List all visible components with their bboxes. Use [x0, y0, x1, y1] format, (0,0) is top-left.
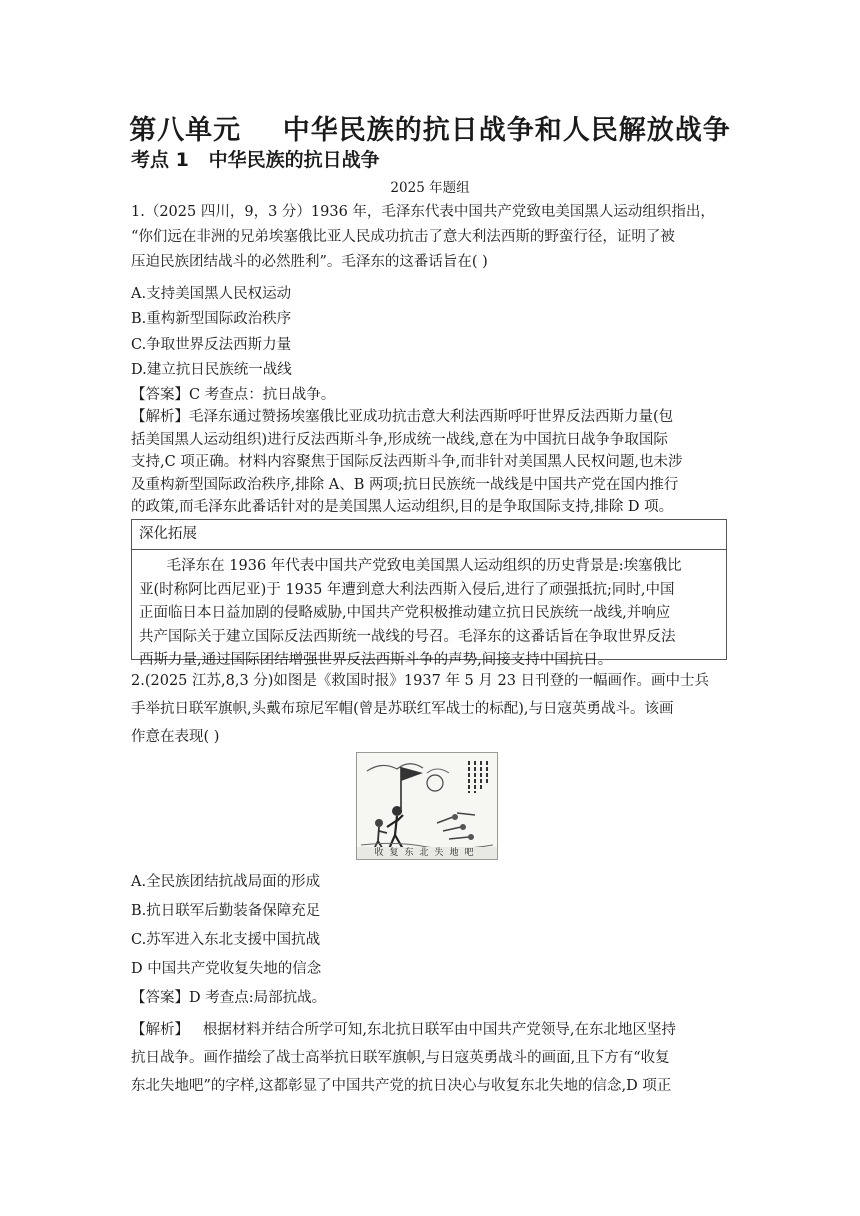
q2-option-b: B.抗日联军后勤装备保障充足	[131, 903, 321, 919]
q1-stem-line: 压迫民族团结战斗的必然胜利”。毛泽东的这番话旨在( )	[131, 254, 488, 270]
q1-option-c: C.争取世界反法西斯力量	[131, 337, 292, 353]
q2-analysis	[131, 1016, 676, 1100]
painting-illustration-icon	[357, 753, 497, 859]
q2-stem-line: 手举抗日联军旗帜,头戴布琼尼军帽(曾是苏联红军战士的标配),与日寇英勇战斗。该画	[131, 701, 674, 717]
q1-stem-line: 1.（2025 四川，9，3 分）1936 年，毛泽东代表中国共产党致电美国黑人运动组织指出，	[131, 204, 715, 220]
unit-title: 第八单元 中华民族的抗日战争和人民解放战争	[129, 115, 731, 146]
q2-stem-line: 作意在表现( )	[131, 729, 220, 745]
figure-caption: 收复东北失地吧	[374, 848, 480, 858]
extension-line: 亚(时称阿比西尼亚)于 1935 年遭到意大利法西斯入侵后,进行了顽强抵抗;同时,中国	[139, 581, 675, 598]
q2-analysis-line: 东北失地吧”的字样,这都彰显了中国共产党的抗日决心与收复东北失地的信念,D 项正	[131, 1078, 672, 1094]
extension-line: 共产国际关于建立国际反法西斯统一战线的号召。毛泽东的这番话旨在争取世界反法	[139, 628, 676, 645]
q2-stem	[131, 667, 709, 751]
q2-option-d: D 中国共产党收复失地的信念	[131, 961, 322, 977]
newspaper-painting-image	[356, 752, 498, 860]
kaodian-title: 考点 1 中华民族的抗日战争	[131, 149, 380, 171]
q1-option-d: D.建立抗日民族统一战线	[131, 362, 292, 378]
q1-analysis-line: 【解析】毛泽东通过赞扬埃塞俄比亚成功抗击意大利法西斯呼吁世界反法西斯力量(包	[131, 409, 674, 425]
q2-stem-line: 2.(2025 江苏,8,3 分)如图是《救国时报》1937 年 5 月 23 日刊登的一幅画作。画中士兵	[131, 673, 710, 689]
extension-box	[131, 519, 727, 668]
extension-box-body	[132, 550, 726, 673]
q1-answer: 【答案】C 考查点：抗日战争。	[131, 387, 336, 403]
q2-analysis-line: 抗日战争。画作描绘了战士高举抗日联军旗帜,与日寇英勇战斗的画面,且下方有“收复	[131, 1050, 670, 1066]
q2-analysis-line: 【解析】 根据材料并结合所学可知,东北抗日联军由中国共产党领导,在东北地区坚持	[131, 1022, 677, 1038]
q1-option-b: B.重构新型国际政治秩序	[131, 311, 292, 327]
q1-analysis	[131, 406, 683, 519]
q1-option-a: A.支持美国黑人民权运动	[131, 286, 292, 302]
group-title: 2025 年题组	[390, 180, 470, 196]
extension-line: 毛泽东在 1936 年代表中国共产党致电美国黑人运动组织的历史背景是:埃塞俄比	[139, 558, 682, 574]
extension-line: 西斯力量,通过国际团结增强世界反法西斯斗争的声势,间接支持中国抗日。	[139, 652, 613, 668]
extension-line: 正面临日本日益加剧的侵略威胁,中国共产党积极推动建立抗日民族统一战线,并响应	[139, 605, 671, 621]
q1-analysis-line: 及重构新型国际政治秩序,排除 A、B 两项;抗日民族统一战线是中国共产党在国内推行	[131, 476, 679, 493]
extension-box-title: 深化拓展	[132, 520, 726, 550]
q1-stem	[131, 200, 715, 275]
q1-analysis-line: 支持,C 项正确。材料内容聚焦于国际反法西斯斗争,而非针对美国黑人民权问题,也未涉	[131, 454, 683, 470]
q1-stem-line: “你们远在非洲的兄弟埃塞俄比亚人民成功抗击了意大利法西斯的野蛮行径，证明了被	[131, 229, 675, 245]
q2-option-a: A.全民族团结抗战局面的形成	[131, 874, 321, 890]
q2-option-c: C.苏军进入东北支援中国抗战	[131, 932, 321, 948]
q2-answer: 【答案】D 考查点:局部抗战。	[131, 990, 327, 1006]
q1-analysis-line: 括美国黑人运动组织)进行反法西斯斗争,形成统一战线,意在为中国抗日战争争取国际	[131, 431, 668, 448]
q1-analysis-line: 的政策,而毛泽东此番话针对的是美国黑人运动组织,目的是争取国际支持,排除 D 项。	[131, 499, 674, 515]
